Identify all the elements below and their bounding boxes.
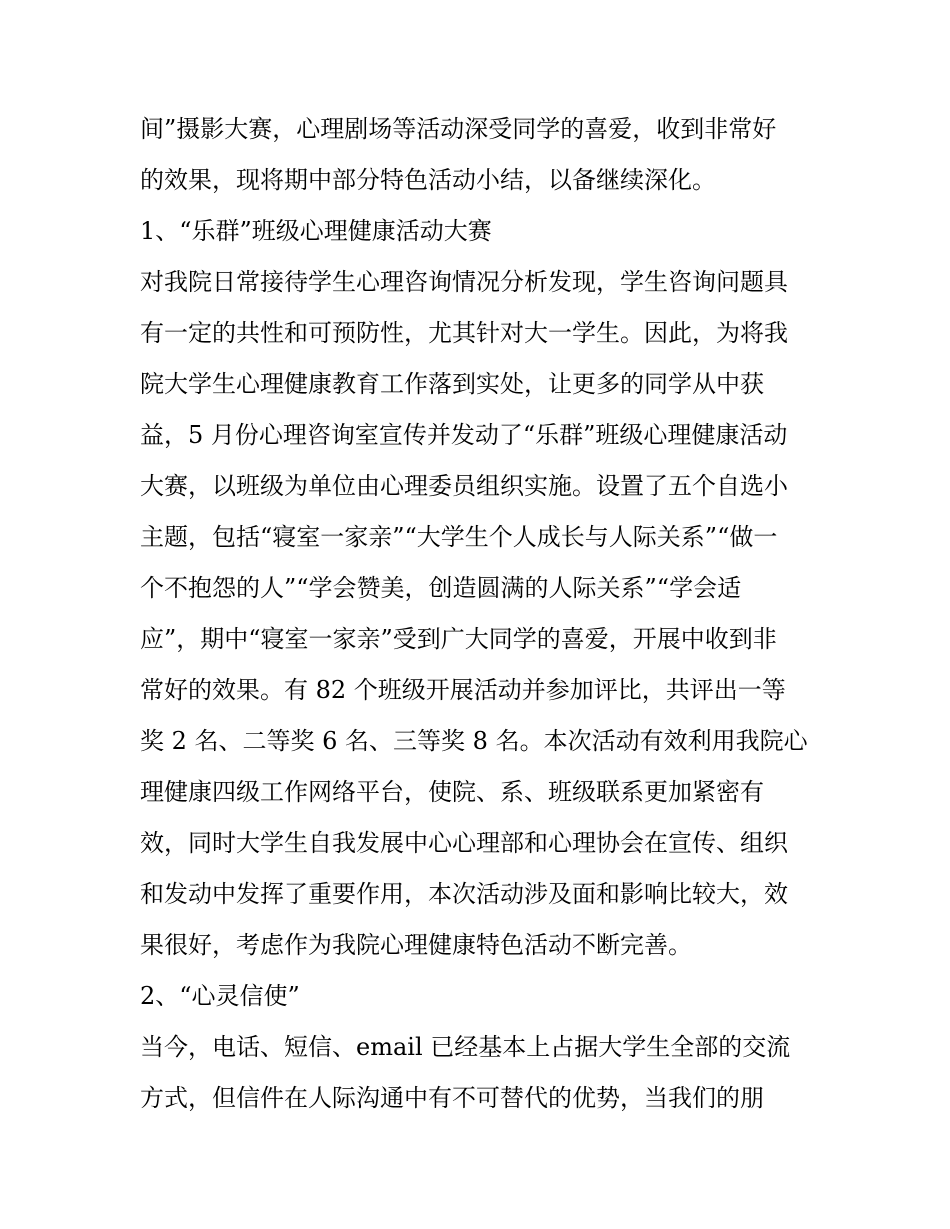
section-heading: 2、“心灵信使”: [140, 982, 300, 1010]
text-line: 间”摄影大赛，心理剧场等活动深受同学的喜爱，收到非常好: [140, 115, 777, 143]
text-line: 有一定的共性和可预防性，尤其针对大一学生。因此，为将我: [140, 319, 788, 347]
text-line: 应”，期中“寝室一家亲”受到广大同学的喜爱，开展中收到非: [140, 625, 777, 653]
text-line: 主题，包括“寝室一家亲”“大学生个人成长与人际关系”“做一: [140, 523, 778, 551]
text-line: 院大学生心理健康教育工作落到实处，让更多的同学从中获: [140, 370, 764, 398]
text-line: 当今，电话、短信、email 已经基本上占据大学生全部的交流: [140, 1033, 791, 1061]
text-line: 个不抱怨的人”“学会赞美，创造圆满的人际关系”“学会适: [140, 574, 742, 602]
text-line: 果很好，考虑作为我院心理健康特色活动不断完善。: [140, 931, 692, 959]
text-line: 方式，但信件在人际沟通中有不可替代的优势，当我们的朋: [140, 1084, 764, 1112]
document-body: [140, 104, 815, 1124]
text-line: 奖 2 名、二等奖 6 名、三等奖 8 名。本次活动有效利用我院心: [140, 727, 808, 755]
text-line: 常好的效果。有 82 个班级开展活动并参加评比，共评出一等: [140, 676, 786, 704]
section-heading: 1、“乐群”班级心理健康活动大赛: [140, 217, 492, 245]
text-line: 大赛，以班级为单位由心理委员组织实施。设置了五个自选小: [140, 472, 788, 500]
text-line: 效，同时大学生自我发展中心心理部和心理协会在宣传、组织: [140, 829, 788, 857]
text-line: 益，5 月份心理咨询室宣传并发动了“乐群”班级心理健康活动: [140, 421, 788, 449]
text-line: 的效果，现将期中部分特色活动小结，以备继续深化。: [140, 166, 716, 194]
text-line: 理健康四级工作网络平台，使院、系、班级联系更加紧密有: [140, 778, 764, 806]
text-line: 和发动中发挥了重要作用，本次活动涉及面和影响比较大，效: [140, 880, 788, 908]
text-line: 对我院日常接待学生心理咨询情况分析发现，学生咨询问题具: [140, 268, 788, 296]
